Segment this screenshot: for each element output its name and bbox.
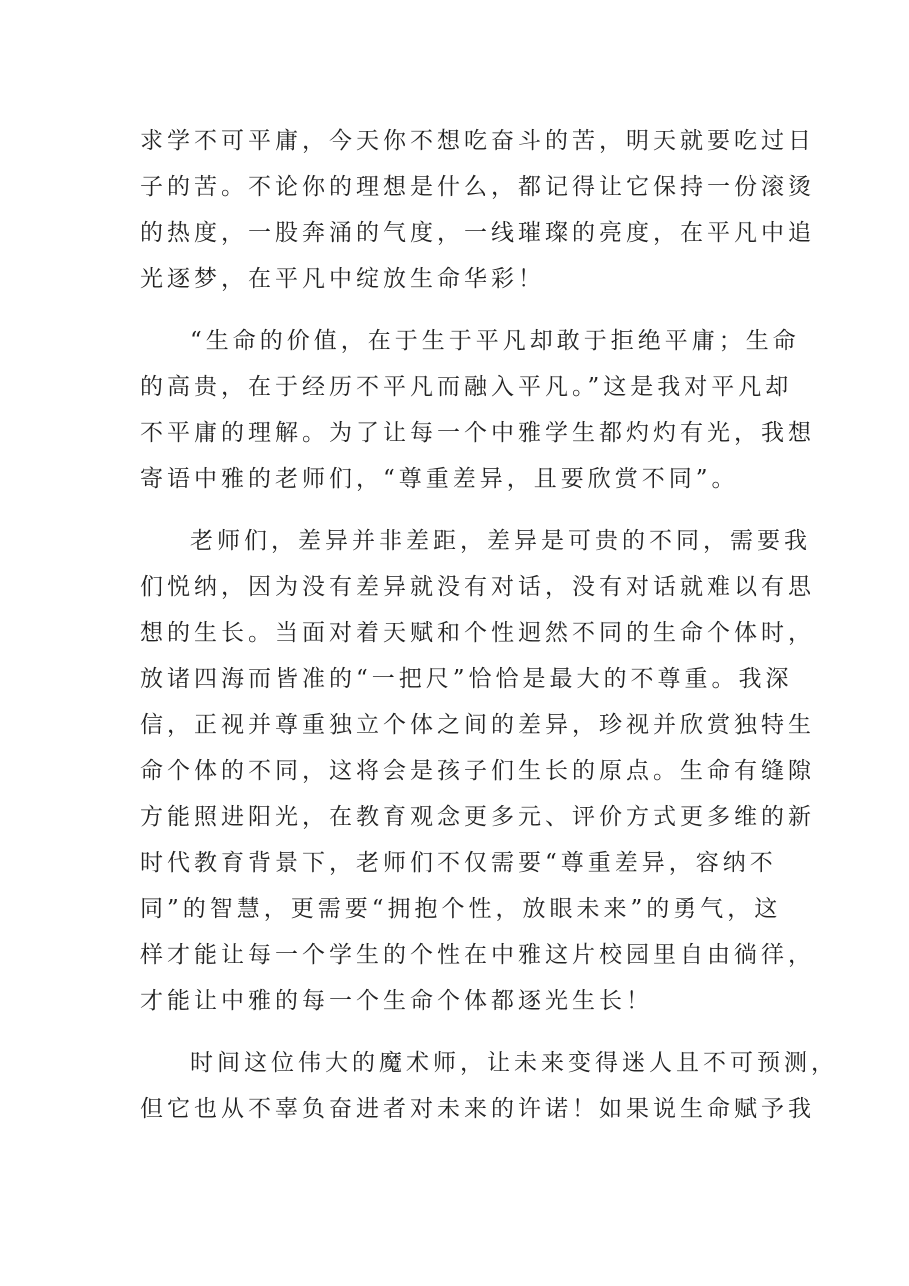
text-line: 同”的智慧，更需要“拥抱个性，放眼未来”的勇气，这: [140, 896, 782, 922]
text-line: 光逐梦，在平凡中绽放生命华彩！: [140, 266, 545, 292]
paragraph-2: [140, 318, 815, 502]
text-line: 们悦纳，因为没有差异就没有对话，没有对话就难以有思: [140, 574, 815, 600]
paragraph-gap: [140, 1024, 780, 1040]
text-line: 的热度，一股奔涌的气度，一线璀璨的亮度，在平凡中追: [140, 220, 815, 246]
document-body: [140, 118, 838, 1132]
paragraph-3: [140, 518, 815, 1024]
paragraph-gap: [140, 502, 780, 518]
text-line: 信，正视并尊重独立个体之间的差异，珍视并欣赏独特生: [140, 712, 815, 738]
text-line: 才能让中雅的每一个生命个体都逐光生长！: [140, 988, 653, 1014]
text-line: 想的生长。当面对着天赋和个性迥然不同的生命个体时，: [140, 620, 815, 646]
paragraph-4: [140, 1040, 838, 1132]
text-line: 但它也从不辜负奋进者对未来的许诺！如果说生命赋予我: [140, 1096, 815, 1122]
text-line: 不平庸的理解。为了让每一个中雅学生都灼灼有光，我想: [140, 420, 815, 446]
text-line: 命个体的不同，这将会是孩子们生长的原点。生命有缝隙: [140, 758, 815, 784]
text-line: 寄语中雅的老师们，“尊重差异，且要欣赏不同”。: [140, 466, 739, 492]
paragraph-gap: [140, 302, 780, 318]
text-line: 放诸四海而皆准的“一把尺”恰恰是最大的不尊重。我深: [140, 666, 793, 692]
text-line: 求学不可平庸，今天你不想吃奋斗的苦，明天就要吃过日: [140, 128, 815, 154]
text-line: 时代教育背景下，老师们不仅需要“尊重差异，容纳不: [140, 850, 777, 876]
text-line: 老师们，差异并非差距，差异是可贵的不同，需要我: [190, 528, 811, 554]
text-line: 子的苦。不论你的理想是什么，都记得让它保持一份滚烫: [140, 174, 815, 200]
text-line: 方能照进阳光，在教育观念更多元、评价方式更多维的新: [140, 804, 815, 830]
text-line: 的高贵，在于经历不平凡而融入平凡。”这是我对平凡却: [140, 374, 793, 400]
text-line: 样才能让每一个学生的个性在中雅这片校园里自由徜徉，: [140, 942, 815, 968]
paragraph-1: [140, 118, 815, 302]
text-line: “生命的价值，在于生于平凡却敢于拒绝平庸；生命: [190, 328, 800, 354]
text-line: 时间这位伟大的魔术师，让未来变得迷人且不可预测，: [190, 1050, 838, 1076]
